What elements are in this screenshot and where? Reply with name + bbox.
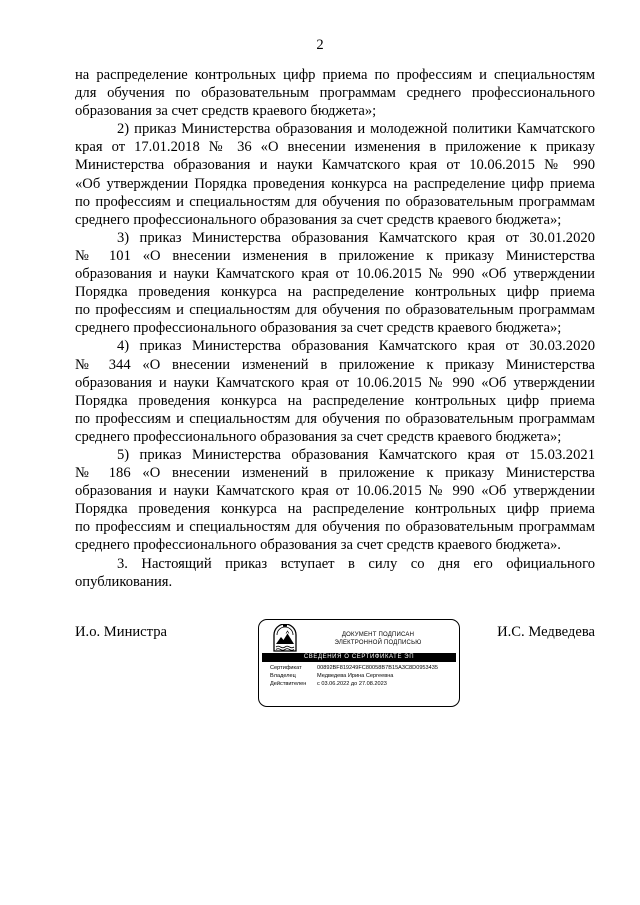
text-line: образования и науки Камчатского края от 10.06.2015 № 990 «Об утверждении — [75, 483, 595, 500]
signatory-position: И.о. Министра — [75, 624, 167, 640]
validity-value: с 03.06.2022 до 27.08.2023 — [317, 681, 387, 687]
stamp-certificate-bar: СВЕДЕНИЯ О СЕРТИФИКАТЕ ЭП — [262, 653, 456, 662]
text-line: для обучения по образовательным программам среднего профессионального — [75, 85, 595, 102]
text-line: Порядка проведения конкурса на распределение контрольных цифр приема — [75, 284, 595, 301]
text-line: среднего профессионального образования за счет средств краевого бюджета». — [75, 537, 561, 554]
paragraph-2 — [75, 120, 595, 229]
text-line: по профессиям и специальностям для обучения по образовательным программам — [75, 302, 595, 319]
paragraph-1 — [75, 66, 595, 120]
certificate-label: Сертификат — [270, 665, 302, 671]
stamp-header-line: ДОКУМЕНТ ПОДПИСАН — [341, 632, 415, 638]
electronic-signature-stamp — [258, 619, 460, 707]
stamp-header-line: ЭЛЕКТРОННОЙ ПОДПИСЬЮ — [334, 640, 422, 646]
text-line: «Об утверждении Порядка проведения конкурса на распределение цифр приема — [75, 175, 595, 192]
text-line: № 344 «О внесении изменений в приложение к приказу Министерства — [75, 356, 595, 373]
owner-row — [270, 672, 438, 680]
paragraph-4 — [75, 337, 595, 446]
page-number: 2 — [316, 37, 324, 53]
validity-row — [270, 680, 438, 688]
certificate-value: 00892BF819249FC80058B7B15A3C8D0953435 — [317, 665, 438, 671]
text-line: образования за счет средств краевого бюджета»; — [75, 103, 377, 120]
paragraph-5 — [75, 446, 595, 555]
text-line: среднего профессионального образования за счет средств краевого бюджета»; — [75, 211, 562, 228]
kamchatka-emblem-icon — [271, 624, 299, 652]
paragraph-6 — [75, 555, 595, 591]
text-line: 2) приказ Министерства образования и молодежной политики Камчатского — [117, 121, 595, 138]
text-line: образования и науки Камчатского края от 10.06.2015 № 990 «Об утверждении — [75, 374, 595, 391]
text-line: среднего профессионального образования за счет средств краевого бюджета»; — [75, 320, 562, 337]
text-line: 4) приказ Министерства образования Камчатского края от 30.03.2020 — [117, 338, 595, 355]
text-line: Порядка проведения конкурса на распределение контрольных цифр приема — [75, 392, 595, 409]
text-line: среднего профессионального образования за счет средств краевого бюджета»; — [75, 428, 562, 445]
owner-label: Владелец — [270, 673, 296, 679]
text-line: образования и науки Камчатского края от 10.06.2015 № 990 «Об утверждении — [75, 266, 595, 283]
owner-value: Медведева Ирина Сергеевна — [317, 673, 394, 679]
text-line: опубликования. — [75, 573, 173, 590]
paragraph-3 — [75, 229, 595, 338]
text-line: по профессиям и специальностям для обучения по образовательным программам — [75, 193, 595, 210]
stamp-certificate-details — [270, 664, 438, 688]
text-line: 3) приказ Министерства образования Камчатского края от 30.01.2020 — [117, 229, 595, 246]
text-line: по профессиям и специальностям для обучения по образовательным программам — [75, 519, 595, 536]
document-body — [75, 66, 595, 591]
text-line: Порядка проведения конкурса на распределение контрольных цифр приема — [75, 501, 595, 518]
text-line: № 186 «О внесении изменений в приложение к приказу Министерства — [75, 465, 595, 482]
text-line: на распределение контрольных цифр приема по профессиям и специальностям — [75, 67, 595, 83]
signatory-name: И.С. Медведева — [497, 624, 595, 640]
text-line: 5) приказ Министерства образования Камчатского края от 15.03.2021 — [117, 446, 595, 463]
validity-label: Действителен — [270, 681, 307, 687]
text-line: 3. Настоящий приказ вступает в силу со дня его официального — [117, 555, 595, 572]
text-line: № 101 «О внесении изменения в приложение к приказу Министерства — [75, 247, 595, 264]
stamp-header — [303, 631, 453, 647]
text-line: Министерства образования и науки Камчатского края от 10.06.2015 № 990 — [75, 157, 595, 174]
text-line: по профессиям и специальностям для обучения по образовательным программам — [75, 410, 595, 427]
certificate-row — [270, 664, 438, 672]
text-line: края от 17.01.2018 № 36 «О внесении изменения в приложение к приказу — [75, 139, 595, 156]
